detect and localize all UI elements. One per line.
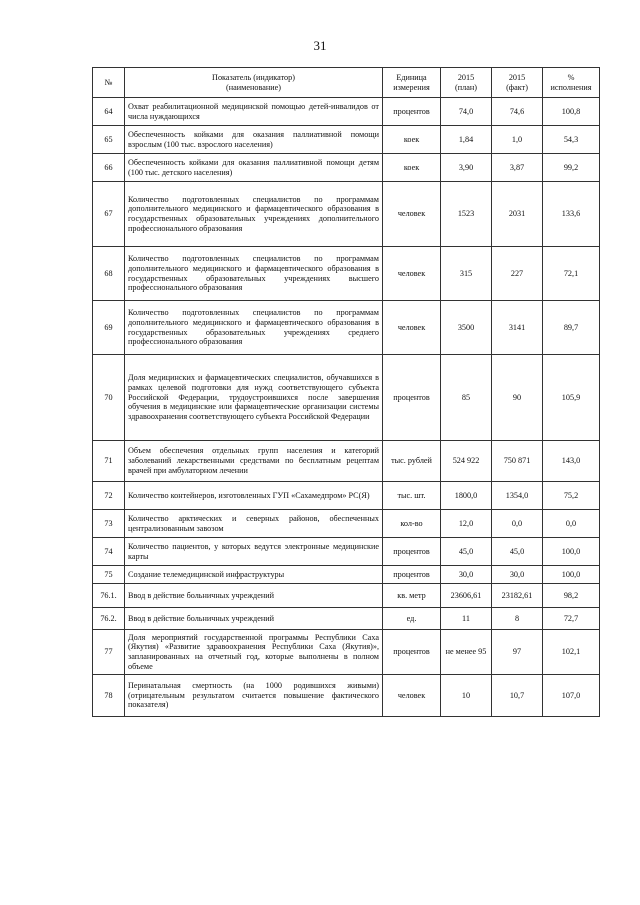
indicator-name: Количество подготовленных специалистов по программам дополнительного медицинского и фармацевтического образования в государственных образовательных учреждениях среднего профессионального образования bbox=[125, 301, 383, 355]
percent-value: 100,8 bbox=[543, 98, 600, 126]
unit-cell: ед. bbox=[383, 608, 441, 630]
indicator-name: Обеспеченность койками для оказания паллиативной помощи взрослым (100 тыс. взрослого населения) bbox=[125, 126, 383, 154]
page-number: 31 bbox=[313, 38, 327, 53]
fact-value: 10,7 bbox=[492, 675, 543, 717]
unit-cell: кол-во bbox=[383, 510, 441, 538]
unit-cell: человек bbox=[383, 301, 441, 355]
unit-cell: человек bbox=[383, 675, 441, 717]
plan-value: 74,0 bbox=[441, 98, 492, 126]
fact-value: 750 871 bbox=[492, 441, 543, 482]
fact-value: 2031 bbox=[492, 182, 543, 247]
plan-value: 3,90 bbox=[441, 154, 492, 182]
row-number: 64 bbox=[93, 98, 125, 126]
unit-cell: процентов bbox=[383, 538, 441, 566]
plan-value: не менее 95 bbox=[441, 630, 492, 675]
indicator-name: Объем обеспечения отдельных групп населения и категорий заболеваний лекарственными средствами по бесплатным рецептам врачей при амбулаторном лечении bbox=[125, 441, 383, 482]
fact-value: 90 bbox=[492, 355, 543, 441]
table-row bbox=[93, 182, 600, 247]
fact-value: 1354,0 bbox=[492, 482, 543, 510]
percent-value: 100,0 bbox=[543, 566, 600, 584]
unit-cell: процентов bbox=[383, 566, 441, 584]
indicator-name: Ввод в действие больничных учреждений bbox=[125, 584, 383, 608]
percent-value: 89,7 bbox=[543, 301, 600, 355]
plan-value: 315 bbox=[441, 247, 492, 301]
indicator-name: Ввод в действие больничных учреждений bbox=[125, 608, 383, 630]
table-row bbox=[93, 630, 600, 675]
plan-value: 1523 bbox=[441, 182, 492, 247]
header-num: № bbox=[93, 68, 125, 98]
indicator-name: Обеспеченность койками для оказания паллиативной помощи детям (100 тыс. детского населения) bbox=[125, 154, 383, 182]
percent-value: 0,0 bbox=[543, 510, 600, 538]
indicator-name: Количество контейнеров, изготовленных ГУП «Сахамедпром» РС(Я) bbox=[125, 482, 383, 510]
table-row bbox=[93, 608, 600, 630]
table-row bbox=[93, 584, 600, 608]
unit-cell: человек bbox=[383, 182, 441, 247]
indicator-name: Количество подготовленных специалистов по программам дополнительного медицинского и фармацевтического образования в государственных образовательных учреждениях высшего профессионального образования bbox=[125, 247, 383, 301]
fact-value: 3,87 bbox=[492, 154, 543, 182]
row-number: 76.1. bbox=[93, 584, 125, 608]
plan-value: 1,84 bbox=[441, 126, 492, 154]
row-number: 68 bbox=[93, 247, 125, 301]
row-number: 75 bbox=[93, 566, 125, 584]
fact-value: 97 bbox=[492, 630, 543, 675]
unit-cell: коек bbox=[383, 154, 441, 182]
fact-value: 74,6 bbox=[492, 98, 543, 126]
percent-value: 98,2 bbox=[543, 584, 600, 608]
unit-cell: тыс. шт. bbox=[383, 482, 441, 510]
row-number: 74 bbox=[93, 538, 125, 566]
table-header-row bbox=[93, 68, 600, 98]
fact-value: 8 bbox=[492, 608, 543, 630]
row-number: 69 bbox=[93, 301, 125, 355]
indicator-name: Создание телемедицинской инфраструктуры bbox=[125, 566, 383, 584]
plan-value: 524 922 bbox=[441, 441, 492, 482]
percent-value: 107,0 bbox=[543, 675, 600, 717]
row-number: 71 bbox=[93, 441, 125, 482]
indicator-name: Доля медицинских и фармацевтических специалистов, обучавшихся в рамках целевой подготовки для нужд соответствующего субъекта Российской Федерации, трудоустроившихся после завершения обучения в медицинские или фармацевтические организации системы здравоохранения соответствующего субъекта Российской Федерации bbox=[125, 355, 383, 441]
plan-value: 85 bbox=[441, 355, 492, 441]
percent-value: 102,1 bbox=[543, 630, 600, 675]
table-row bbox=[93, 301, 600, 355]
header-plan: 2015 (план) bbox=[441, 68, 492, 98]
indicator-name: Количество пациентов, у которых ведутся электронные медицинские карты bbox=[125, 538, 383, 566]
unit-cell: процентов bbox=[383, 630, 441, 675]
fact-value: 227 bbox=[492, 247, 543, 301]
fact-value: 45,0 bbox=[492, 538, 543, 566]
table-row bbox=[93, 126, 600, 154]
table-row bbox=[93, 510, 600, 538]
table-row bbox=[93, 482, 600, 510]
plan-value: 11 bbox=[441, 608, 492, 630]
unit-cell: кв. метр bbox=[383, 584, 441, 608]
table-row bbox=[93, 98, 600, 126]
unit-cell: процентов bbox=[383, 355, 441, 441]
percent-value: 54,3 bbox=[543, 126, 600, 154]
row-number: 78 bbox=[93, 675, 125, 717]
table-row bbox=[93, 355, 600, 441]
plan-value: 12,0 bbox=[441, 510, 492, 538]
table-row bbox=[93, 675, 600, 717]
unit-cell: коек bbox=[383, 126, 441, 154]
plan-value: 3500 bbox=[441, 301, 492, 355]
percent-value: 105,9 bbox=[543, 355, 600, 441]
indicator-name: Количество подготовленных специалистов по программам дополнительного медицинского и фармацевтического образования в государственных образовательных учреждениях дополнительного профессионального образования bbox=[125, 182, 383, 247]
percent-value: 100,0 bbox=[543, 538, 600, 566]
row-number: 70 bbox=[93, 355, 125, 441]
fact-value: 3141 bbox=[492, 301, 543, 355]
table-row bbox=[93, 247, 600, 301]
indicator-name: Доля мероприятий государственной программы Республики Саха (Якутия) «Развитие здравоохранения Республики Саха (Якутия)», запланированных на отчетный год, которые выполнены в полном объеме bbox=[125, 630, 383, 675]
unit-cell: человек bbox=[383, 247, 441, 301]
plan-value: 30,0 bbox=[441, 566, 492, 584]
header-fact: 2015 (факт) bbox=[492, 68, 543, 98]
table-row bbox=[93, 441, 600, 482]
indicator-name: Количество арктических и северных районов, обеспеченных централизованным завозом bbox=[125, 510, 383, 538]
fact-value: 30,0 bbox=[492, 566, 543, 584]
fact-value: 0,0 bbox=[492, 510, 543, 538]
row-number: 66 bbox=[93, 154, 125, 182]
percent-value: 99,2 bbox=[543, 154, 600, 182]
percent-value: 143,0 bbox=[543, 441, 600, 482]
indicators-table bbox=[92, 67, 600, 717]
row-number: 67 bbox=[93, 182, 125, 247]
percent-value: 75,2 bbox=[543, 482, 600, 510]
fact-value: 23182,61 bbox=[492, 584, 543, 608]
indicator-name: Перинатальная смертность (на 1000 родившихся живыми) (отрицательным результатом считается повышение фактического показателя) bbox=[125, 675, 383, 717]
row-number: 65 bbox=[93, 126, 125, 154]
header-unit: Единица измерения bbox=[383, 68, 441, 98]
table-row bbox=[93, 566, 600, 584]
percent-value: 133,6 bbox=[543, 182, 600, 247]
row-number: 76.2. bbox=[93, 608, 125, 630]
fact-value: 1,0 bbox=[492, 126, 543, 154]
plan-value: 45,0 bbox=[441, 538, 492, 566]
plan-value: 10 bbox=[441, 675, 492, 717]
table-row bbox=[93, 154, 600, 182]
row-number: 73 bbox=[93, 510, 125, 538]
unit-cell: процентов bbox=[383, 98, 441, 126]
header-name: Показатель (индикатор) (наименование) bbox=[125, 68, 383, 98]
row-number: 72 bbox=[93, 482, 125, 510]
header-percent: % исполнения bbox=[543, 68, 600, 98]
percent-value: 72,7 bbox=[543, 608, 600, 630]
plan-value: 23606,61 bbox=[441, 584, 492, 608]
indicator-name: Охват реабилитационной медицинской помощью детей-инвалидов от числа нуждающихся bbox=[125, 98, 383, 126]
table-row bbox=[93, 538, 600, 566]
unit-cell: тыс. рублей bbox=[383, 441, 441, 482]
percent-value: 72,1 bbox=[543, 247, 600, 301]
plan-value: 1800,0 bbox=[441, 482, 492, 510]
row-number: 77 bbox=[93, 630, 125, 675]
